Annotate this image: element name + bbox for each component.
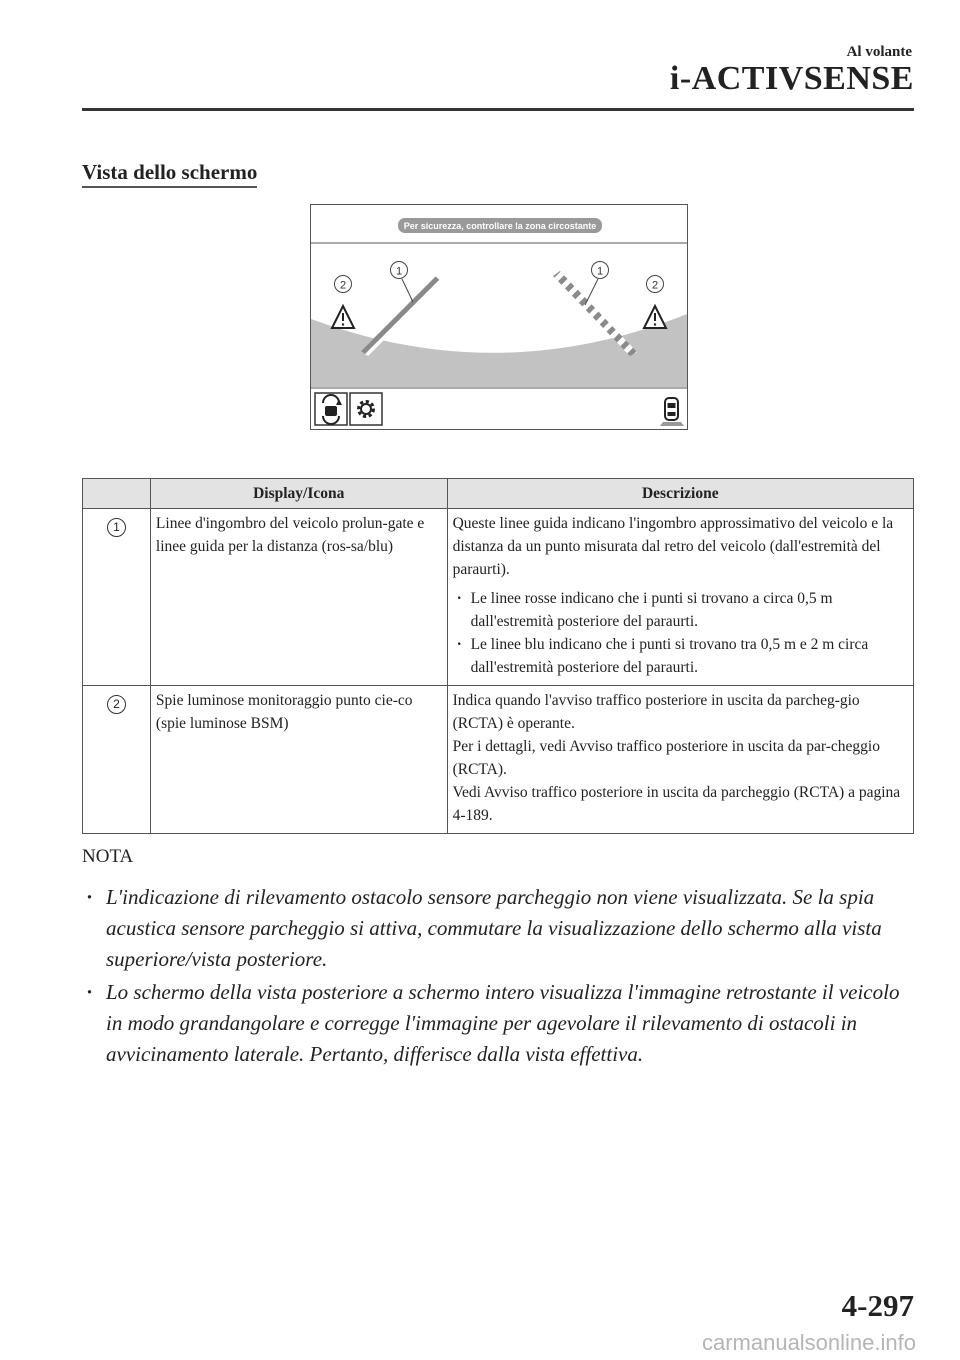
row-display-text: Linee d'ingombro del veicolo prolun-gate e linee guida per la distanza (ros-sa/blu) [150, 509, 447, 686]
header-divider [82, 108, 914, 111]
row-description-text: Queste linee guida indicano l'ingombro approssimativo del veicolo e la distanza da un punto misurata dal retro del veicolo (dall'estremità del paraurti). [452, 515, 894, 578]
table-header-display: Display/Icona [150, 479, 447, 509]
svg-text:2: 2 [651, 279, 659, 292]
svg-text:2: 2 [339, 279, 347, 292]
row-description-line: Indica quando l'avviso traffico posteriore in uscita da parcheg-gio (RCTA) è operante. [452, 692, 860, 732]
note-list [100, 882, 900, 1072]
view-switch-button[interactable] [315, 393, 347, 425]
table-header-empty [83, 479, 151, 509]
list-item: · Lo schermo della vista posteriore a schermo intero visualizza l'immagine retrostante il veicolo in modo grandangolare e corregge l'immagine per agevolare il rilevamento di ostacoli in avvicinamento laterale. Pertanto, differisce dalla vista effettiva. [100, 977, 900, 1070]
watermark: carmanualsonline.info [701, 1330, 916, 1355]
chapter-label: Al volante [846, 44, 912, 60]
row-display-text: Spie luminose monitoraggio punto cie-co (spie luminose BSM) [150, 686, 447, 834]
note-heading: NOTA [82, 846, 134, 867]
guide-line-bullets [453, 587, 908, 679]
section-heading: Vista dello schermo [82, 160, 257, 188]
display-description-table [82, 478, 914, 834]
table-row [83, 509, 914, 686]
list-item: · L'indicazione di rilevamento ostacolo sensore parcheggio non viene visualizzata. Se la spia acustica sensore parcheggio si attiva, commutare la visualizzazione dello schermo alla vista superiore/vista posteriore. [100, 882, 900, 975]
table-row [83, 686, 914, 834]
list-item: · Le linee rosse indicano che i punti si trovano a circa 0,5 m dall'estremità posteriore del paraurti. [471, 587, 908, 633]
row-description-line: Per i dettagli, vedi Avviso traffico posteriore in uscita da par-cheggio (RCTA). [452, 738, 880, 778]
table-header-row [83, 479, 914, 509]
settings-button[interactable] [350, 393, 382, 425]
page-header-title: i-ACTIVSENSE [669, 60, 914, 97]
row-description-line: Vedi Avviso traffico posteriore in uscita da parcheggio (RCTA) a pagina 4-189. [452, 784, 901, 824]
callout-marker-2: 2 [107, 695, 126, 714]
svg-text:1: 1 [596, 265, 604, 278]
safety-banner-text: Per sicurezza, controllare la zona circostante [403, 221, 597, 231]
page-number: 4-297 [841, 1288, 914, 1323]
list-item: · Le linee blu indicano che i punti si trovano tra 0,5 m e 2 m circa dall'estremità posteriore del paraurti. [471, 633, 908, 679]
table-header-description: Descrizione [447, 479, 913, 509]
camera-display-illustration [310, 204, 688, 430]
svg-text:1: 1 [395, 265, 403, 278]
rear-camera-screen-figure [310, 204, 688, 430]
callout-marker-1: 1 [107, 518, 126, 537]
